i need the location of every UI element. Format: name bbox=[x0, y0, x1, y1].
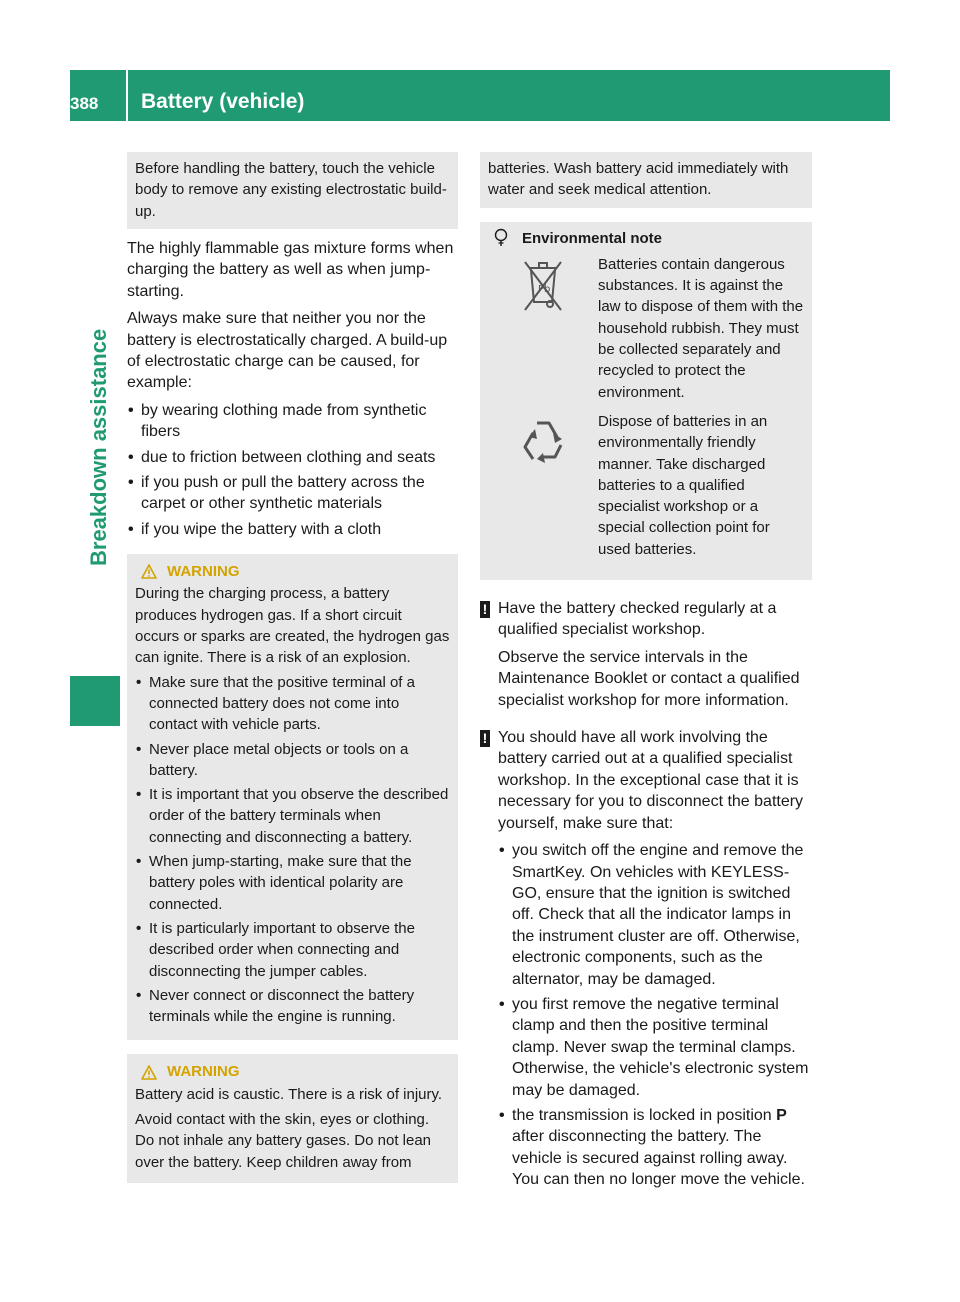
environmental-note-box bbox=[480, 222, 812, 580]
list-item-text: after disconnecting the battery. The vehicle is secured against rolling away. You can then no longer move the vehicle. bbox=[512, 1128, 805, 1189]
recycling-icon bbox=[515, 415, 571, 471]
warning-triangle-icon bbox=[141, 564, 157, 579]
warning-text: Battery acid is caustic. There is a risk of injury. bbox=[135, 1085, 443, 1103]
list-item-text: the transmission is locked in position bbox=[512, 1106, 777, 1124]
crossed-out-bin-icon bbox=[519, 258, 567, 314]
header-divider bbox=[126, 70, 128, 121]
environmental-note-item bbox=[488, 254, 804, 403]
note-text: Before handling the battery, touch the vehicle body to remove any existing electrostatic build-up. bbox=[135, 160, 447, 220]
right-column bbox=[480, 152, 812, 1205]
warning-title: WARNING bbox=[167, 563, 240, 581]
warning-bullet-list bbox=[135, 672, 450, 1028]
svg-text:Pb: Pb bbox=[538, 283, 551, 295]
paragraph: The highly flammable gas mixture forms when charging the battery as well as when jump-starting. bbox=[127, 239, 454, 300]
exclamation-icon: ! bbox=[480, 730, 490, 747]
notice-text: Observe the service intervals in the Maintenance Booklet or contact a qualified specialist workshop for more information. bbox=[498, 648, 800, 709]
section-side-label: Breakdown assistance bbox=[86, 328, 111, 566]
environmental-note-text: Dispose of batteries in an environmentally friendly manner. Take discharged batteries to a qualified specialist workshop or a special collection point for used batteries. bbox=[598, 412, 770, 558]
environmental-note-title: Environmental note bbox=[522, 229, 663, 247]
warning-continuation-box bbox=[480, 152, 812, 208]
section-side-block bbox=[70, 676, 120, 726]
warning-box bbox=[127, 554, 458, 1040]
list-item: • It is particularly important to observe the described order when connecting and disconnecting the jumper cables. bbox=[135, 918, 450, 982]
notice-text: You should have all work involving the battery carried out at a qualified specialist workshop. In the exceptional case that it is necessary for you to disconnect the battery yourself, make sure that: bbox=[498, 729, 804, 832]
environmental-note-text: Batteries contain dangerous substances. It is against the law to dispose of them with the household rubbish. They must be collected separately and recycled to protect the environment. bbox=[598, 255, 804, 401]
environmental-note-item bbox=[488, 411, 804, 560]
left-column bbox=[127, 152, 458, 1183]
note-box bbox=[127, 152, 458, 229]
list-item: • you first remove the negative terminal clamp and then the positive terminal clamp. Never swap the terminal clamps. Otherwise, the vehicle's electronic system may be damaged. bbox=[498, 994, 812, 1101]
list-item bbox=[498, 1105, 812, 1191]
list-item: • if you wipe the battery with a cloth bbox=[127, 519, 458, 540]
exclamation-icon: ! bbox=[480, 601, 490, 618]
list-item: • you switch off the engine and remove the SmartKey. On vehicles with KEYLESS-GO, ensure that the ignition is switched off. Check that all the indicator lamps in the instrument cluster are off. Otherwise, electronic components, such as the alternator, may be damaged. bbox=[498, 840, 812, 990]
lightbulb-icon bbox=[494, 228, 508, 248]
warning-header bbox=[141, 1061, 450, 1082]
list-item: • When jump-starting, make sure that the battery poles with identical polarity are connected. bbox=[135, 851, 450, 915]
warning-text: During the charging process, a battery produces hydrogen gas. If a short circuit occurs or sparks are created, the hydrogen gas can ignite. There is a risk of an explosion. bbox=[135, 585, 450, 667]
list-item: • if you push or pull the battery across the carpet or other synthetic materials bbox=[127, 472, 458, 515]
list-item: • due to friction between clothing and seats bbox=[127, 447, 458, 468]
notice-bullet-list bbox=[498, 840, 812, 1191]
paragraph: Always make sure that neither you nor the battery is electrostatically charged. A build-up of electrostatic charge can be caused, for example: bbox=[127, 310, 448, 392]
warning-text: batteries. Wash battery acid immediately with water and seek medical attention. bbox=[488, 160, 789, 199]
list-item: • Never connect or disconnect the battery terminals while the engine is running. bbox=[135, 985, 450, 1028]
list-item: • Never place metal objects or tools on a battery. bbox=[135, 739, 450, 782]
bullet-list bbox=[127, 400, 458, 540]
notice-text: Have the battery checked regularly at a qualified specialist workshop. bbox=[498, 600, 777, 639]
warning-text: Avoid contact with the skin, eyes or clothing. Do not inhale any battery gases. Do not lean over the battery. Keep children away from bbox=[135, 1111, 432, 1171]
gear-position-label: P bbox=[776, 1106, 787, 1124]
notice bbox=[480, 727, 812, 1195]
warning-triangle-icon bbox=[141, 1065, 157, 1080]
warning-title: WARNING bbox=[167, 1063, 240, 1081]
notice bbox=[480, 598, 812, 717]
page-title: Battery (vehicle) bbox=[141, 90, 305, 113]
warning-box bbox=[127, 1054, 458, 1182]
list-item: • Make sure that the positive terminal of a connected battery does not come into contact with vehicle parts. bbox=[135, 672, 450, 736]
environmental-note-header bbox=[488, 228, 804, 249]
page-number: 388 bbox=[70, 94, 99, 113]
list-item: • by wearing clothing made from synthetic fibers bbox=[127, 400, 458, 443]
warning-header bbox=[141, 561, 450, 582]
list-item: • It is important that you observe the described order of the battery terminals when connecting and disconnecting a battery. bbox=[135, 784, 450, 848]
